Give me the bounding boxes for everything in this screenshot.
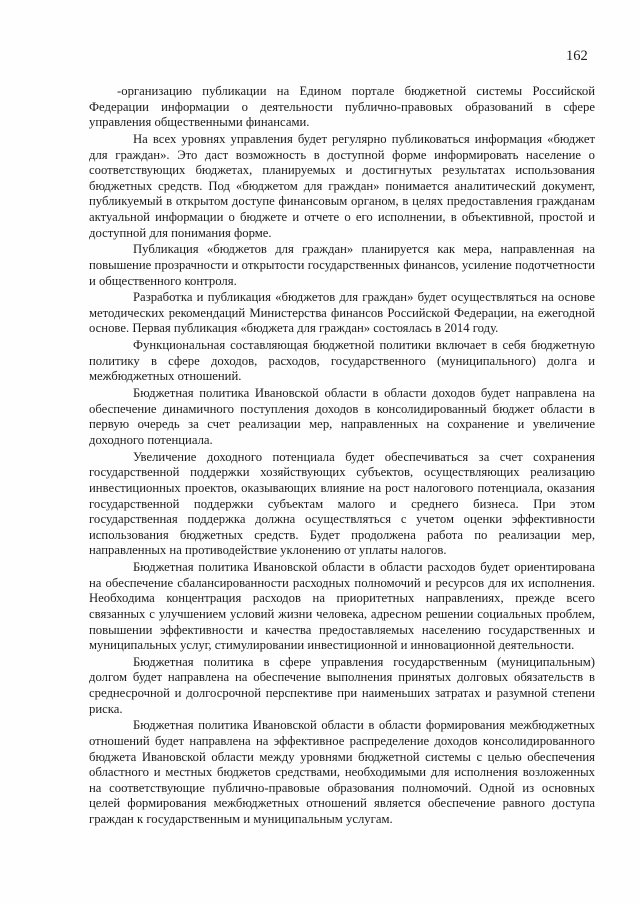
- paragraph-publication-measure: Публикация «бюджетов для граждан» планируется как мера, направленная на повышение прозрачности и открытости государственных финансов, усиление подотчетности и общественного контроля.: [89, 242, 595, 288]
- paragraph-interbudgetary-policy: Бюджетная политика Ивановской области в области формирования межбюджетных отношений будет направлена на эффективное распределение доходов консолидированного бюджета Ивановской области между уровнями бюджетной системы с целью обеспечения областного и местных бюджетов средствами, необходимыми для исполнения возложенных на соответствующие публично-правовые образования полномочий. Одной из основных целей формирования межбюджетных отношений является обеспечение равного доступа граждан к государственным и муниципальным услугам.: [89, 718, 595, 826]
- document-body: [89, 84, 595, 829]
- paragraph-publication-portal: -организацию публикации на Едином портале бюджетной системы Российской Федерации информации о деятельности публично-правовых образований в сфере управления общественными финансами.: [89, 84, 595, 130]
- paragraph-budget-for-citizens: На всех уровнях управления будет регулярно публиковаться информация «бюджет для граждан». Это даст возможность в доступной форме информировать население о соответствующих бюджетах, планируемых и достигнутых результатах использования бюджетных средств. Под «бюджетом для граждан» понимается аналитический документ, публикуемый в открытом доступе финансовым органом, в целях предоставления гражданам актуальной информации о бюджете и отчете о его исполнении, в объективной, простой и доступной для понимания форме.: [89, 131, 595, 240]
- paragraph-functional-component: Функциональная составляющая бюджетной политики включает в себя бюджетную политику в сфере доходов, расходов, государственного (муниципального) долга и межбюджетных отношений.: [89, 338, 595, 384]
- paragraph-debt-policy: Бюджетная политика в сфере управления государственным (муниципальным) долгом будет направлена на обеспечение выполнения принятых долговых обязательств в среднесрочной и долгосрочной перспективе при наименьших затратах и разумной степени риска.: [89, 654, 595, 716]
- paragraph-revenue-potential: Увеличение доходного потенциала будет обеспечиваться за счет сохранения государственной поддержки хозяйствующих субъектов, осуществляющих реализацию инвестиционных проектов, оказывающих влияние на рост налогового потенциала, оказания государственной поддержки субъектам малого и среднего бизнеса. При этом государственная поддержка должна осуществляться с учетом оценки эффективности использования бюджетных средств. Будет продолжена работа по реализации мер, направленных на противодействие уклонению от уплаты налогов.: [89, 449, 595, 558]
- paragraph-expenditure-policy: Бюджетная политика Ивановской области в области расходов будет ориентирована на обеспечение сбалансированности расходных полномочий и ресурсов для их исполнения. Необходима концентрация расходов на приоритетных направлениях, прежде всего связанных с улучшением условий жизни человека, адресном решении социальных проблем, повышении эффективности и качества предоставляемых населению государственных и муниципальных услуг, стимулировании инвестиционной и инновационной деятельности.: [89, 560, 595, 653]
- page-number: 162: [566, 48, 588, 64]
- paragraph-development-publication: Разработка и публикация «бюджетов для граждан» будет осуществляться на основе методических рекомендаций Министерства финансов Российской Федерации, на ежегодной основе. Первая публикация «бюджета для граждан» состоялась в 2014 году.: [89, 290, 595, 336]
- paragraph-revenue-policy: Бюджетная политика Ивановской области в области доходов будет направлена на обеспечение динамичного поступления доходов в консолидированный бюджет области в первую очередь за счет реализации мер, направленных на сохранение и увеличение доходного потенциала.: [89, 386, 595, 447]
